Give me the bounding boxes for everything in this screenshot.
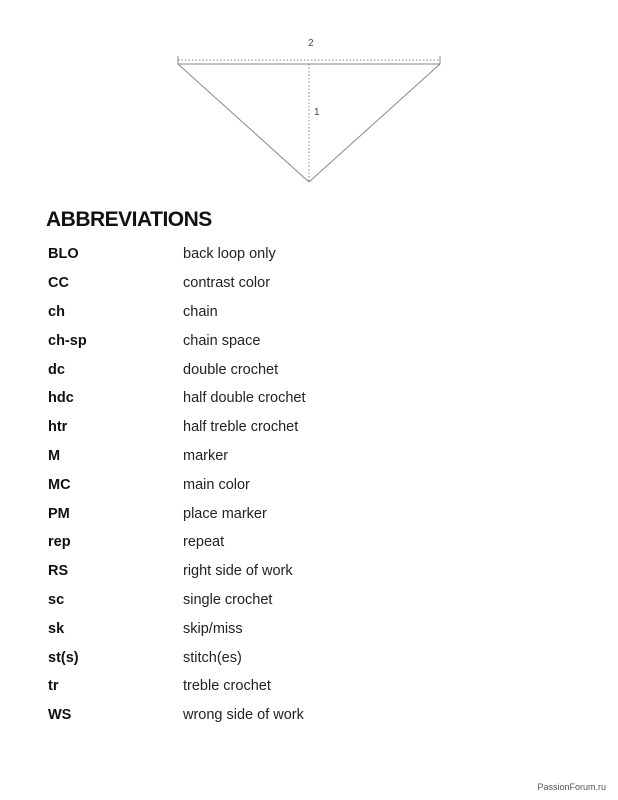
abbreviation-meaning: wrong side of work — [183, 707, 304, 724]
abbreviation-term: rep — [48, 534, 71, 551]
abbreviation-term: CC — [48, 275, 69, 292]
table-row — [48, 442, 448, 471]
table-row — [48, 643, 448, 672]
table-row — [48, 326, 448, 355]
table-row — [48, 298, 448, 327]
table-row — [48, 384, 448, 413]
triangle-diagram — [0, 0, 618, 200]
abbreviation-meaning: skip/miss — [183, 620, 243, 637]
abbreviation-meaning: back loop only — [183, 246, 276, 263]
abbreviation-term: htr — [48, 419, 68, 436]
abbreviation-meaning: main color — [183, 476, 250, 493]
abbreviation-term: ch — [48, 303, 65, 320]
abbreviation-meaning: marker — [183, 447, 229, 464]
watermark: PassionForum.ru — [537, 782, 606, 792]
table-row — [48, 355, 448, 384]
width-label: 2 — [308, 38, 314, 49]
abbreviation-term: sk — [48, 620, 65, 637]
abbreviation-term: tr — [48, 678, 59, 695]
abbreviation-term: M — [48, 447, 61, 464]
abbreviation-term: ch-sp — [48, 332, 87, 349]
abbreviation-term: MC — [48, 476, 71, 493]
table-row — [48, 528, 448, 557]
abbreviation-meaning: chain space — [183, 332, 261, 349]
table-row — [48, 701, 448, 730]
left-edge — [178, 64, 309, 182]
table-row — [48, 499, 448, 528]
abbreviation-meaning: double crochet — [183, 361, 279, 378]
abbreviations-table — [48, 240, 448, 730]
abbreviation-term: sc — [48, 591, 65, 608]
table-row — [48, 586, 448, 615]
abbreviation-term: dc — [48, 361, 65, 378]
abbreviations-heading: ABBREVIATIONS — [46, 208, 212, 231]
abbreviation-term: WS — [48, 707, 72, 724]
table-row — [48, 240, 448, 269]
abbreviation-meaning: repeat — [183, 534, 225, 551]
abbreviation-meaning: place marker — [183, 505, 267, 522]
abbreviation-meaning: contrast color — [183, 275, 271, 292]
abbreviation-meaning: stitch(es) — [183, 649, 242, 666]
abbreviation-meaning: treble crochet — [183, 678, 271, 695]
table-row — [48, 269, 448, 298]
shawl-schematic — [0, 0, 618, 200]
abbreviation-term: PM — [48, 505, 70, 522]
abbreviation-meaning: chain — [183, 303, 218, 320]
abbreviation-term: BLO — [48, 246, 79, 263]
abbreviation-meaning: half double crochet — [183, 390, 306, 407]
table-row — [48, 672, 448, 701]
abbreviation-meaning: half treble crochet — [183, 419, 299, 436]
abbreviation-meaning: right side of work — [183, 563, 293, 580]
table-row — [48, 413, 448, 442]
table-row — [48, 557, 448, 586]
table-row — [48, 470, 448, 499]
abbreviation-term: hdc — [48, 390, 74, 407]
abbreviation-meaning: single crochet — [183, 591, 273, 608]
table-row — [48, 614, 448, 643]
right-edge — [309, 64, 440, 182]
abbreviation-term: st(s) — [48, 649, 79, 666]
depth-label: 1 — [314, 107, 320, 118]
abbreviation-term: RS — [48, 563, 69, 580]
